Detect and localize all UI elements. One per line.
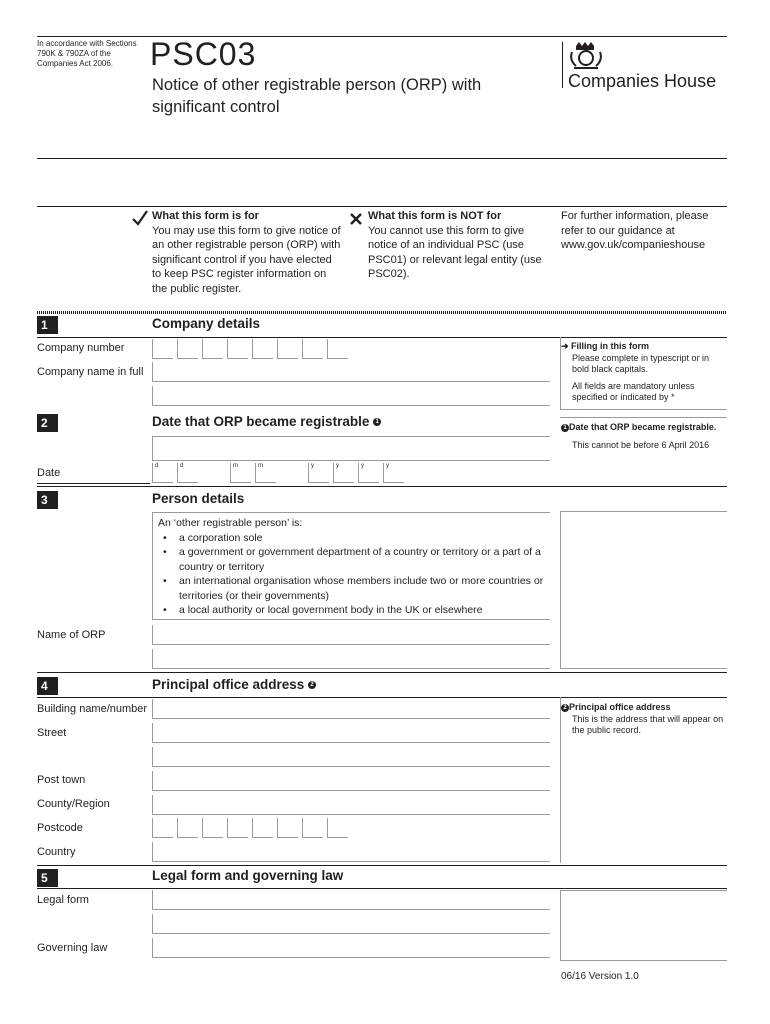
- county-label: County/Region: [37, 798, 110, 810]
- section-1-side-text: Please complete in typescript or in bold black capitals.: [572, 352, 710, 374]
- post-town-field[interactable]: [152, 771, 550, 791]
- postcode-box[interactable]: [177, 818, 198, 838]
- date-placeholder: y: [386, 463, 389, 469]
- section-1-side-title: Filling in this form: [571, 341, 650, 351]
- postcode-box[interactable]: [252, 818, 273, 838]
- date-year-box[interactable]: [308, 463, 329, 483]
- section-2-side-title: Date that ORP became registrable.: [569, 422, 717, 432]
- side-rule: [560, 890, 727, 891]
- section-divider: [37, 311, 727, 314]
- date-placeholder: y: [336, 463, 339, 469]
- form-not-for-text: You cannot use this form to give notice of an individual PSC (use PSC01) or relevant legal entity (use PSC02).: [368, 224, 542, 280]
- side-rule: [560, 960, 727, 961]
- date-year-box[interactable]: [333, 463, 354, 483]
- date-month-box[interactable]: [230, 463, 251, 483]
- section-2-title: [152, 414, 381, 429]
- section-2-side-text: This cannot be before 6 April 2016: [572, 439, 710, 450]
- form-not-for-title: What this form is NOT for: [368, 210, 502, 222]
- date-label-rule: [37, 483, 150, 484]
- note-1-icon: 1: [373, 418, 381, 426]
- postcode-field[interactable]: [152, 818, 352, 838]
- cross-icon: [349, 212, 363, 226]
- orp-definition-intro: An ‘other registrable person’ is:: [158, 517, 303, 529]
- form-for-text: You may use this form to give notice of an other registrable person (ORP) with significant control if you have elected to keep PSC register information on the public register.: [152, 224, 341, 295]
- section-4-title-text: Principal office address: [152, 677, 305, 692]
- section-1-title: Company details: [152, 316, 261, 331]
- form-not-for-block: [368, 209, 543, 282]
- version-label: 06/16 Version 1.0: [561, 971, 639, 982]
- section-3-rule: [152, 512, 550, 513]
- company-number-box[interactable]: [152, 339, 173, 359]
- company-name-label: Company name in full: [37, 366, 144, 378]
- section-2-rule-2: [152, 460, 550, 461]
- date-year-box[interactable]: [383, 463, 404, 483]
- postcode-box[interactable]: [327, 818, 348, 838]
- header-rule: [37, 158, 727, 159]
- date-placeholder: m: [258, 463, 263, 469]
- section-2-note: [561, 422, 726, 451]
- checkmark-icon: [131, 210, 149, 226]
- section-2-number: 2: [37, 414, 58, 432]
- company-name-field-2[interactable]: [152, 386, 550, 406]
- street-field-2[interactable]: [152, 747, 550, 767]
- form-for-block: [152, 209, 342, 296]
- section-4-top-rule: [37, 672, 727, 673]
- section-3-box-edge: [152, 512, 153, 619]
- royal-crest-icon: [568, 40, 604, 70]
- orp-name-label: Name of ORP: [37, 629, 106, 641]
- date-month-box[interactable]: [255, 463, 276, 483]
- county-field[interactable]: [152, 795, 550, 815]
- section-3-top-rule: [37, 486, 727, 487]
- country-label: Country: [37, 846, 76, 858]
- form-for-title: What this form is for: [152, 210, 259, 222]
- side-divider: [560, 890, 561, 960]
- section-5-title: Legal form and governing law: [152, 868, 344, 883]
- side-rule: [560, 668, 727, 669]
- post-town-label: Post town: [37, 774, 86, 786]
- company-number-label: Company number: [37, 342, 125, 354]
- section-2-rule: [152, 436, 550, 437]
- section-1-rule: [37, 337, 727, 338]
- date-label: Date: [37, 467, 61, 479]
- date-day-box[interactable]: [152, 463, 173, 483]
- section-2-title-text: Date that ORP became registrable: [152, 414, 370, 429]
- section-4-rule: [37, 697, 727, 698]
- postcode-box[interactable]: [227, 818, 248, 838]
- date-placeholder: y: [311, 463, 314, 469]
- side-rule: [560, 511, 727, 512]
- logo-text: Companies House: [568, 71, 717, 91]
- company-number-box[interactable]: [227, 339, 248, 359]
- section-3-title: Person details: [152, 491, 245, 506]
- date-placeholder: y: [361, 463, 364, 469]
- section-4-side-text: This is the address that will appear on the public record.: [572, 713, 724, 735]
- company-name-field-1[interactable]: [152, 362, 550, 382]
- company-number-box[interactable]: [327, 339, 348, 359]
- company-number-box[interactable]: [302, 339, 323, 359]
- street-field-1[interactable]: [152, 723, 550, 743]
- section-4-number: 4: [37, 677, 58, 695]
- orp-definition-item: • a local authority or local government body in the UK or elsewhere: [158, 603, 556, 618]
- building-label: Building name/number: [37, 703, 148, 715]
- postcode-box[interactable]: [152, 818, 173, 838]
- section-5-number: 5: [37, 869, 58, 887]
- legal-form-field-1[interactable]: [152, 890, 550, 910]
- postcode-box[interactable]: [302, 818, 323, 838]
- section-5-top-rule: [37, 865, 727, 866]
- logo-divider: [562, 42, 563, 88]
- company-number-box[interactable]: [202, 339, 223, 359]
- section-2-field-edge: [152, 436, 153, 460]
- date-field[interactable]: [152, 463, 408, 483]
- orp-name-field-1[interactable]: [152, 625, 550, 645]
- date-day-box[interactable]: [177, 463, 198, 483]
- street-label: Street: [37, 727, 67, 739]
- section-5-rule: [37, 888, 727, 889]
- section-4-side-title: Principal office address: [569, 702, 671, 712]
- side-divider: [560, 511, 561, 668]
- intro-rule: [37, 206, 727, 207]
- legal-note: In accordance with Sections 790K & 790ZA of the Companies Act 2006.: [37, 39, 137, 68]
- section-3-number: 3: [37, 491, 58, 509]
- side-rule: [560, 417, 727, 418]
- legal-form-label: Legal form: [37, 894, 89, 906]
- section-1-note: ➜ Filling in this form Please complete in typescript or in bold black capitals. All fields are mandatory unless specified or indicated by *: [561, 341, 726, 404]
- governing-law-field-1[interactable]: [152, 938, 550, 958]
- postcode-label: Postcode: [37, 822, 83, 834]
- form-code: PSC03: [150, 36, 257, 72]
- legal-form-field-2[interactable]: [152, 914, 550, 934]
- side-rule: [560, 409, 727, 410]
- section-1-side-text-2: All fields are mandatory unless specified or indicated by *: [572, 380, 695, 402]
- date-placeholder: m: [233, 463, 238, 469]
- section-1-number: 1: [37, 316, 58, 334]
- company-number-box[interactable]: [277, 339, 298, 359]
- company-number-box[interactable]: [252, 339, 273, 359]
- note-1-icon: 1: [561, 424, 569, 432]
- postcode-box[interactable]: [277, 818, 298, 838]
- form-title: Notice of other registrable person (ORP) with significant control: [152, 76, 482, 116]
- building-field[interactable]: [152, 699, 550, 719]
- orp-name-field-2[interactable]: [152, 649, 550, 669]
- note-2-icon: 2: [561, 704, 569, 712]
- note-2-icon: 2: [308, 681, 316, 689]
- company-number-box[interactable]: [177, 339, 198, 359]
- orp-definition-item: • a corporation sole: [158, 531, 556, 546]
- guidance-text: For further information, please refer to our guidance at www.gov.uk/companieshouse: [561, 210, 709, 251]
- orp-definition-item: • a government or government department of a country or territory or a part of a country or territory: [158, 545, 556, 574]
- orp-definition-item: • an international organisation whose members include two or more countries or territories (or their governments): [158, 574, 556, 603]
- date-placeholder: d: [180, 463, 184, 469]
- section-3-rule-2: [152, 619, 550, 620]
- top-rule: [37, 36, 727, 37]
- country-field[interactable]: [152, 842, 550, 862]
- date-year-box[interactable]: [358, 463, 379, 483]
- postcode-box[interactable]: [202, 818, 223, 838]
- company-number-field[interactable]: [152, 339, 352, 359]
- section-4-note: [561, 702, 726, 737]
- date-placeholder: d: [155, 463, 159, 469]
- governing-law-label: Governing law: [37, 942, 108, 954]
- section-4-title: [152, 677, 316, 692]
- orp-definition: [158, 516, 556, 618]
